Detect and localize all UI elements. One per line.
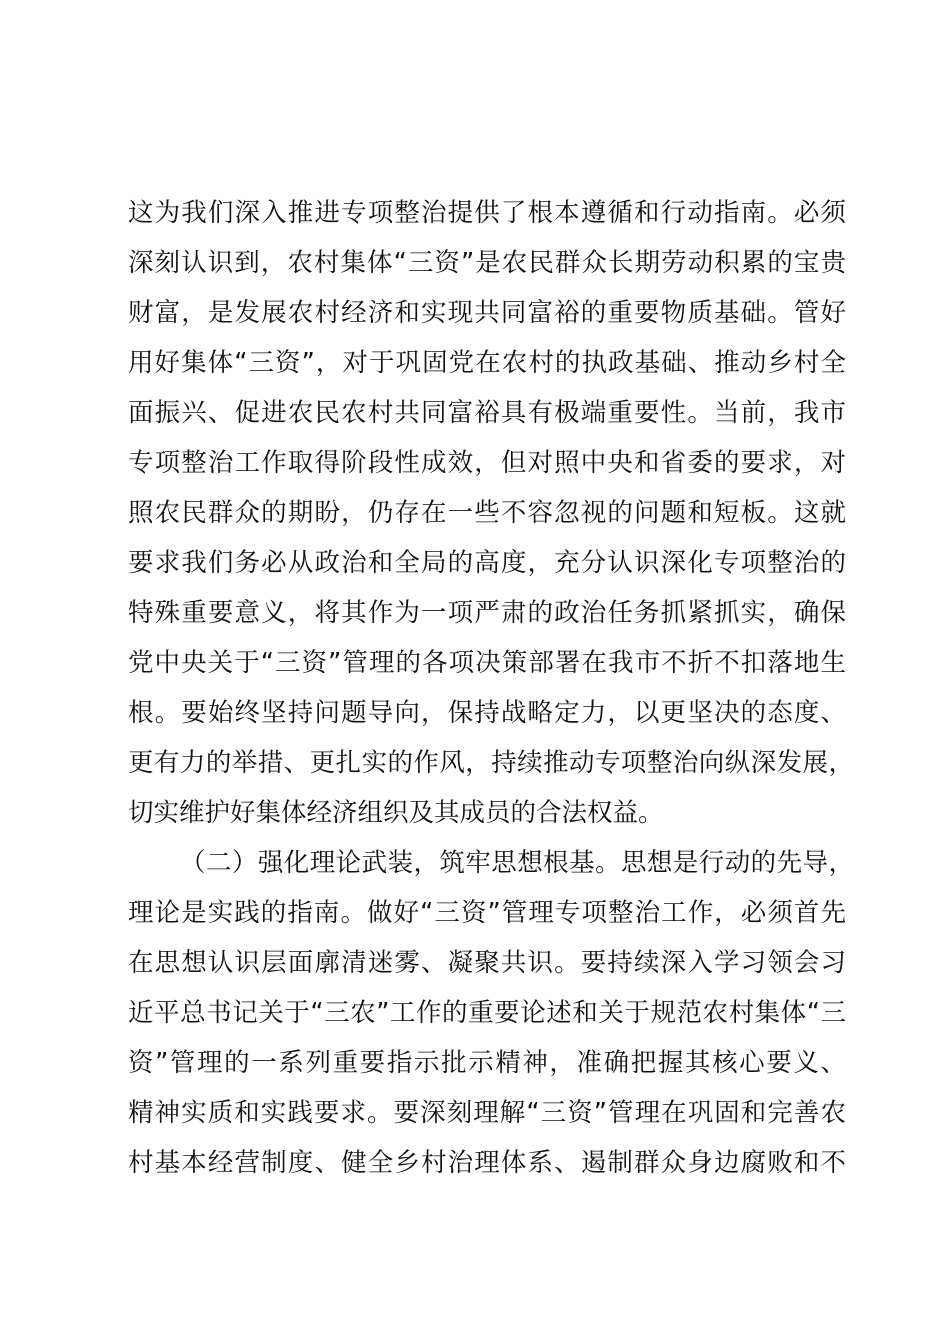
text-line: 近平总书记关于“三农”工作的重要论述和关于规范农村集体“三 (128, 998, 846, 1028)
section-heading-line: （二）强化理论武装，筑牢思想根基。思想是行动的先导， (180, 848, 854, 878)
text-line: 根。要始终坚持问题导向，保持战略定力，以更坚决的态度、 (128, 698, 846, 728)
text-line: 精神实质和实践要求。要深刻理解“三资”管理在巩固和完善农 (128, 1098, 846, 1128)
text-line: 资”管理的一系列重要指示批示精神，准确把握其核心要义、 (128, 1048, 846, 1078)
text-line: 用好集体“三资”，对于巩固党在农村的执政基础、推动乡村全 (128, 348, 846, 378)
text-line: 更有力的举措、更扎实的作风，持续推动专项整治向纵深发展， (128, 748, 854, 778)
text-line: 要求我们务必从政治和全局的高度，充分认识深化专项整治的 (128, 548, 846, 578)
text-line: 村基本经营制度、健全乡村治理体系、遏制群众身边腐败和不 (128, 1148, 846, 1178)
text-line: 专项整治工作取得阶段性成效，但对照中央和省委的要求，对 (128, 448, 846, 478)
text-line: 照农民群众的期盼，仍存在一些不容忽视的问题和短板。这就 (128, 498, 846, 528)
text-line: 特殊重要意义，将其作为一项严肃的政治任务抓紧抓实，确保 (128, 598, 846, 628)
paragraph-1 (128, 188, 854, 838)
document-page (128, 188, 854, 1188)
text-line: 在思想认识层面廓清迷雾、凝聚共识。要持续深入学习领会习 (128, 948, 846, 978)
paragraph-2 (128, 838, 854, 1188)
text-line: 深刻认识到，农村集体“三资”是农民群众长期劳动积累的宝贵 (128, 248, 846, 278)
text-line: 理论是实践的指南。做好“三资”管理专项整治工作，必须首先 (128, 898, 846, 928)
text-line: 党中央关于“三资”管理的各项决策部署在我市不折不扣落地生 (128, 648, 846, 678)
text-line: 这为我们深入推进专项整治提供了根本遵循和行动指南。必须 (128, 198, 846, 228)
text-line: 面振兴、促进农民农村共同富裕具有极端重要性。当前，我市 (128, 398, 846, 428)
text-line: 切实维护好集体经济组织及其成员的合法权益。 (128, 798, 664, 828)
text-line: 财富，是发展农村经济和实现共同富裕的重要物质基础。管好 (128, 298, 846, 328)
